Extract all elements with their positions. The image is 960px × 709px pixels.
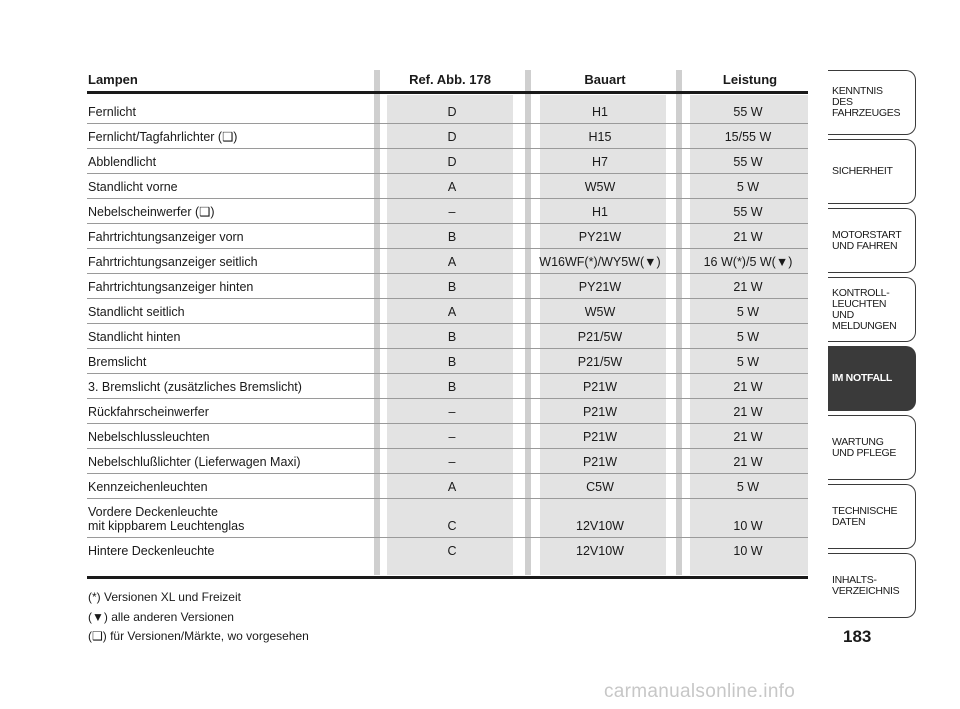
power-value: 10 W (733, 519, 763, 533)
ref-value: – (448, 405, 456, 419)
lamp-name-line: Standlicht vorne (88, 180, 178, 194)
power-value: 16 W(*)/5 W(▼) (703, 255, 793, 269)
header-ref: Ref. Abb. 178 (409, 72, 491, 87)
power-value: 15/55 W (724, 130, 772, 144)
lamp-name (88, 355, 146, 369)
lamp-name-line: Fernlicht/Tagfahrlichter (❑) (88, 130, 238, 144)
lamp-name-line: Fahrtrichtungsanzeiger seitlich (88, 255, 258, 269)
footnote-other-versions: (▼) alle anderen Versionen (88, 609, 234, 624)
table-row (87, 99, 808, 124)
bulb-type: P21W (582, 405, 618, 419)
table-row (87, 449, 808, 474)
tab-inhaltsverzeichnis[interactable]: INHALTS- VERZEICHNIS (828, 553, 916, 618)
table-row (87, 299, 808, 324)
header-type: Bauart (584, 72, 626, 87)
power-value: 21 W (733, 405, 763, 419)
ref-value: A (447, 480, 457, 494)
table-row (87, 224, 808, 249)
bulb-type: H7 (592, 155, 608, 169)
bulb-type: P21/5W (577, 330, 623, 344)
footnote-markets: (❑) für Versionen/Märkte, wo vorgesehen (88, 629, 309, 643)
ref-value: D (447, 155, 457, 169)
lamp-name-line: Standlicht hinten (88, 330, 181, 344)
lamp-name (88, 480, 208, 494)
table-row (87, 174, 808, 199)
lamp-name (88, 155, 156, 169)
bulb-type: C5W (586, 480, 614, 494)
power-value: 5 W (736, 355, 760, 369)
lamp-name-line: Vordere Deckenleuchte (88, 505, 218, 519)
lamp-name-line: Fahrtrichtungsanzeiger hinten (88, 280, 254, 294)
lamp-name-line: Fahrtrichtungsanzeiger vorn (88, 230, 244, 244)
lamp-name-line: Abblendlicht (88, 155, 157, 169)
table-row (87, 374, 808, 399)
lamp-name (88, 205, 215, 219)
lamp-name (88, 380, 302, 394)
bulb-type: H1 (592, 205, 608, 219)
bulb-type: P21W (582, 430, 618, 444)
lamp-name (88, 130, 237, 144)
table-row (87, 274, 808, 299)
bottom-rule (87, 576, 808, 579)
lamp-name (88, 230, 244, 244)
tab-kontrollleuchten[interactable]: KONTROLL- LEUCHTEN UND MELDUNGEN (828, 277, 916, 342)
lamp-name (88, 280, 253, 294)
power-value: 5 W (736, 330, 760, 344)
power-value: 10 W (733, 544, 763, 558)
power-value: 55 W (733, 205, 763, 219)
ref-value: C (447, 519, 457, 533)
lamp-name (88, 255, 258, 269)
power-value: 21 W (733, 430, 763, 444)
bulb-type: P21/5W (577, 355, 623, 369)
lamp-name-line: 3. Bremslicht (zusätzliches Bremslicht) (88, 380, 302, 394)
ref-value: B (447, 355, 457, 369)
tab-wartung[interactable]: WARTUNG UND PFLEGE (828, 415, 916, 480)
ref-value: – (448, 455, 456, 469)
page-number: 183 (843, 627, 872, 646)
bulb-type: PY21W (578, 280, 622, 294)
lamp-name (88, 505, 244, 533)
power-value: 21 W (733, 230, 763, 244)
lamp-name-line: Fernlicht (88, 105, 136, 119)
lamp-name-line: Rückfahrscheinwerfer (88, 405, 209, 419)
bulb-type: 12V10W (576, 544, 624, 558)
lamp-name-line: Nebelschlußlichter (Lieferwagen Maxi) (88, 455, 301, 469)
lamp-name (88, 105, 136, 119)
lamp-name (88, 180, 178, 194)
power-value: 55 W (733, 155, 763, 169)
bulb-type: PY21W (578, 230, 622, 244)
table-row (87, 249, 808, 274)
ref-value: B (447, 280, 457, 294)
bulb-type: H1 (592, 105, 608, 119)
lamp-name-line: Standlicht seitlich (88, 305, 185, 319)
bulb-type: W16WF(*)/WY5W(▼) (539, 255, 661, 269)
lamp-name (88, 405, 209, 419)
header-rule (87, 91, 808, 94)
table-row (87, 538, 808, 563)
ref-value: B (447, 330, 457, 344)
tab-kenntnis[interactable]: KENNTNIS DES FAHRZEUGES (828, 70, 916, 135)
table-row (87, 149, 808, 174)
table-row (87, 349, 808, 374)
power-value: 5 W (736, 480, 760, 494)
ref-value: B (447, 380, 457, 394)
table-row (87, 474, 808, 499)
table-row (87, 324, 808, 349)
header-power: Leistung (722, 72, 778, 87)
ref-value: C (447, 544, 457, 558)
bulb-type: W5W (584, 305, 616, 319)
lamp-name-line: Kennzeichenleuchten (88, 480, 208, 494)
tab-motorstart[interactable]: MOTORSTART UND FAHREN (828, 208, 916, 273)
ref-value: B (447, 230, 457, 244)
lamp-name-line: Bremslicht (88, 355, 147, 369)
lamp-name (88, 455, 301, 469)
power-value: 21 W (733, 280, 763, 294)
lamp-name-line-2: mit kippbarem Leuchtenglas (88, 519, 245, 533)
power-value: 21 W (733, 455, 763, 469)
tab-technische-daten[interactable]: TECHNISCHE DATEN (828, 484, 916, 549)
power-value: 21 W (733, 380, 763, 394)
footnotes (88, 588, 309, 647)
lamp-name (88, 305, 185, 319)
power-value: 55 W (733, 105, 763, 119)
lamp-name-line: Nebelschlussleuchten (88, 430, 210, 444)
table-row (87, 199, 808, 224)
bulb-type: H15 (588, 130, 612, 144)
tab-sicherheit[interactable]: SICHERHEIT (828, 139, 916, 204)
lamp-name-line: Nebelscheinwerfer (❑) (88, 205, 215, 219)
lamp-name-line: Hintere Deckenleuchte (88, 544, 215, 558)
lamp-name (88, 544, 214, 558)
ref-value: D (447, 105, 457, 119)
lamp-name (88, 430, 210, 444)
power-value: 5 W (736, 305, 760, 319)
table-row (87, 399, 808, 424)
table-row (87, 124, 808, 149)
footnote-versions-xl: (*) Versionen XL und Freizeit (88, 590, 241, 604)
ref-value: – (448, 205, 456, 219)
table-row (87, 424, 808, 449)
bulb-type: P21W (582, 455, 618, 469)
lamp-name (88, 330, 180, 344)
bulb-type: 12V10W (576, 519, 624, 533)
table-row (87, 499, 808, 538)
bulb-type: W5W (584, 180, 616, 194)
ref-value: A (447, 180, 457, 194)
watermark[interactable]: carmanualsonline.info (604, 681, 796, 702)
ref-value: D (447, 130, 457, 144)
header-lamp: Lampen (88, 72, 138, 87)
bulb-type: P21W (582, 380, 618, 394)
power-value: 5 W (736, 180, 760, 194)
tab-im-notfall[interactable]: IM NOTFALL (828, 346, 916, 411)
ref-value: A (447, 305, 457, 319)
ref-value: A (447, 255, 457, 269)
ref-value: – (448, 430, 456, 444)
